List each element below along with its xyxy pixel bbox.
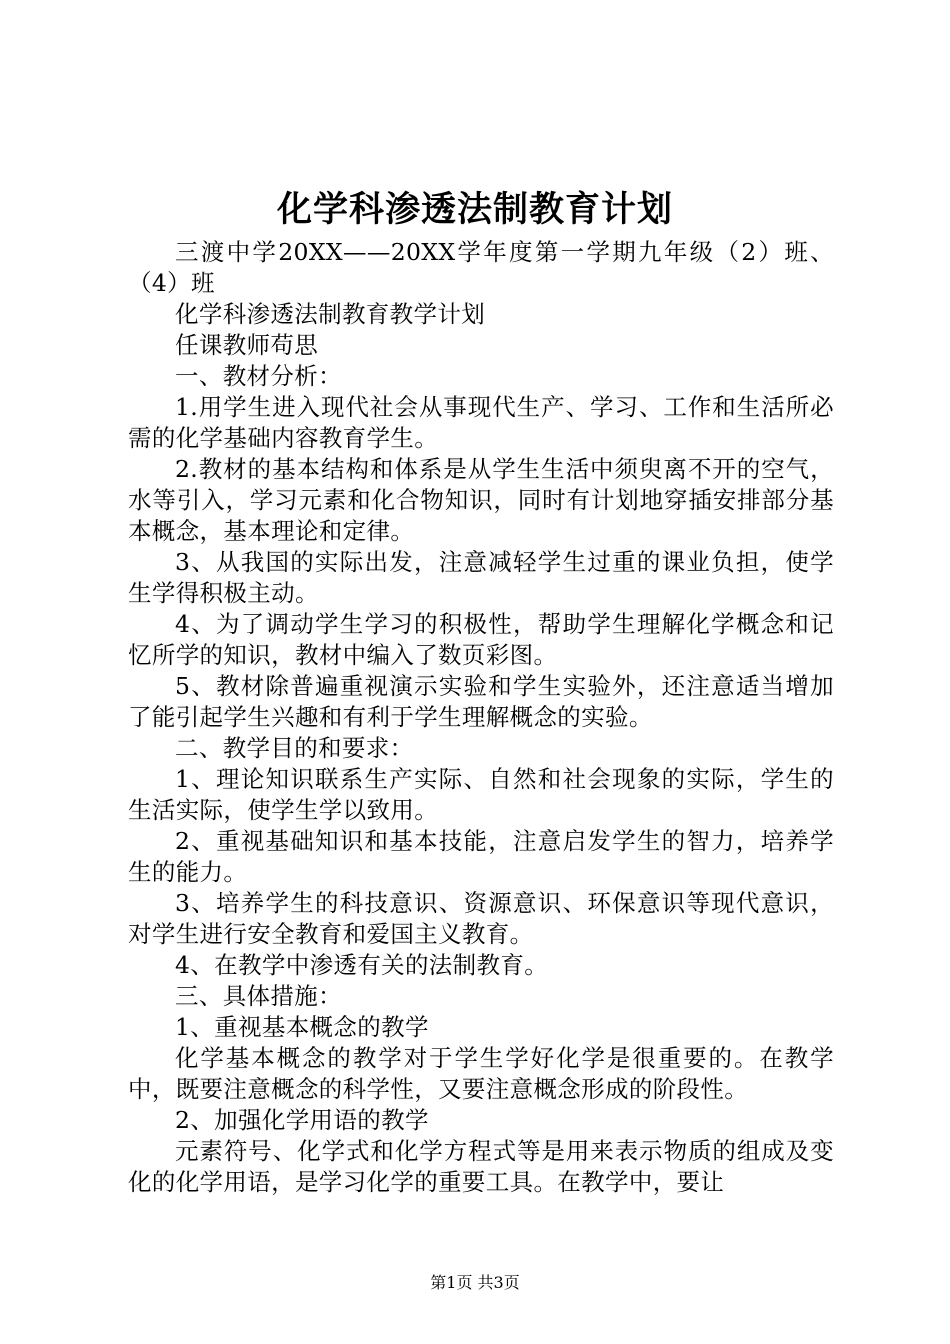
paragraph: 4、在教学中渗透有关的法制教育。 <box>175 951 549 979</box>
paragraph: 4、为了调动学生学习的积极性，帮助学生理解化学概念和记忆所学的知识，教材中编入了数页彩图。 <box>128 610 834 669</box>
paragraph: 元素符号、化学式和化学方程式等是用来表示物质的组成及变化的化学用语，是学习化学的重要工具。在教学中，要让 <box>128 1137 834 1196</box>
paragraph: 化学科渗透法制教育教学计划 <box>175 300 486 328</box>
page-footer: 第1页 共3页 <box>430 1273 520 1292</box>
document-body <box>128 237 834 1198</box>
paragraph: 2.教材的基本结构和体系是从学生生活中须臾离不开的空气，水等引入，学习元素和化合物知识，同时有计划地穿插安排部分基本概念，基本理论和定律。 <box>128 455 834 545</box>
paragraph: 任课教师苟思 <box>175 331 319 359</box>
paragraph: 2、重视基础知识和基本技能，注意启发学生的智力，培养学生的能力。 <box>128 827 834 886</box>
section-heading: 三、具体措施： <box>175 982 342 1010</box>
paragraph: 1、理论知识联系生产实际、自然和社会现象的实际，学生的生活实际，使学生学以致用。 <box>128 765 834 824</box>
paragraph: 5、教材除普遍重视演示实验和学生实验外，还注意适当增加了能引起学生兴趣和有利于学生理解概念的实验。 <box>128 672 834 731</box>
paragraph: 3、培养学生的科技意识、资源意识、环保意识等现代意识，对学生进行安全教育和爱国主义教育。 <box>128 889 834 948</box>
paragraph: 3、从我国的实际出发，注意减轻学生过重的课业负担，使学生学得积极主动。 <box>128 548 834 607</box>
paragraph: 三渡中学20XX——20XX学年度第一学期九年级（2）班、（4）班 <box>128 238 834 297</box>
section-heading: 二、教学目的和要求： <box>175 734 414 762</box>
subsection-heading: 2、加强化学用语的教学 <box>175 1106 429 1134</box>
document-title: 化学科渗透法制教育计划 <box>276 189 673 230</box>
section-heading: 一、教材分析： <box>175 362 342 390</box>
paragraph: 1.用学生进入现代社会从事现代生产、学习、工作和生活所必需的化学基础内容教育学生。 <box>128 393 834 452</box>
subsection-heading: 1、重视基本概念的教学 <box>175 1013 429 1041</box>
paragraph: 化学基本概念的教学对于学生学好化学是很重要的。在教学中，既要注意概念的科学性，又要注意概念形成的阶段性。 <box>128 1044 834 1103</box>
